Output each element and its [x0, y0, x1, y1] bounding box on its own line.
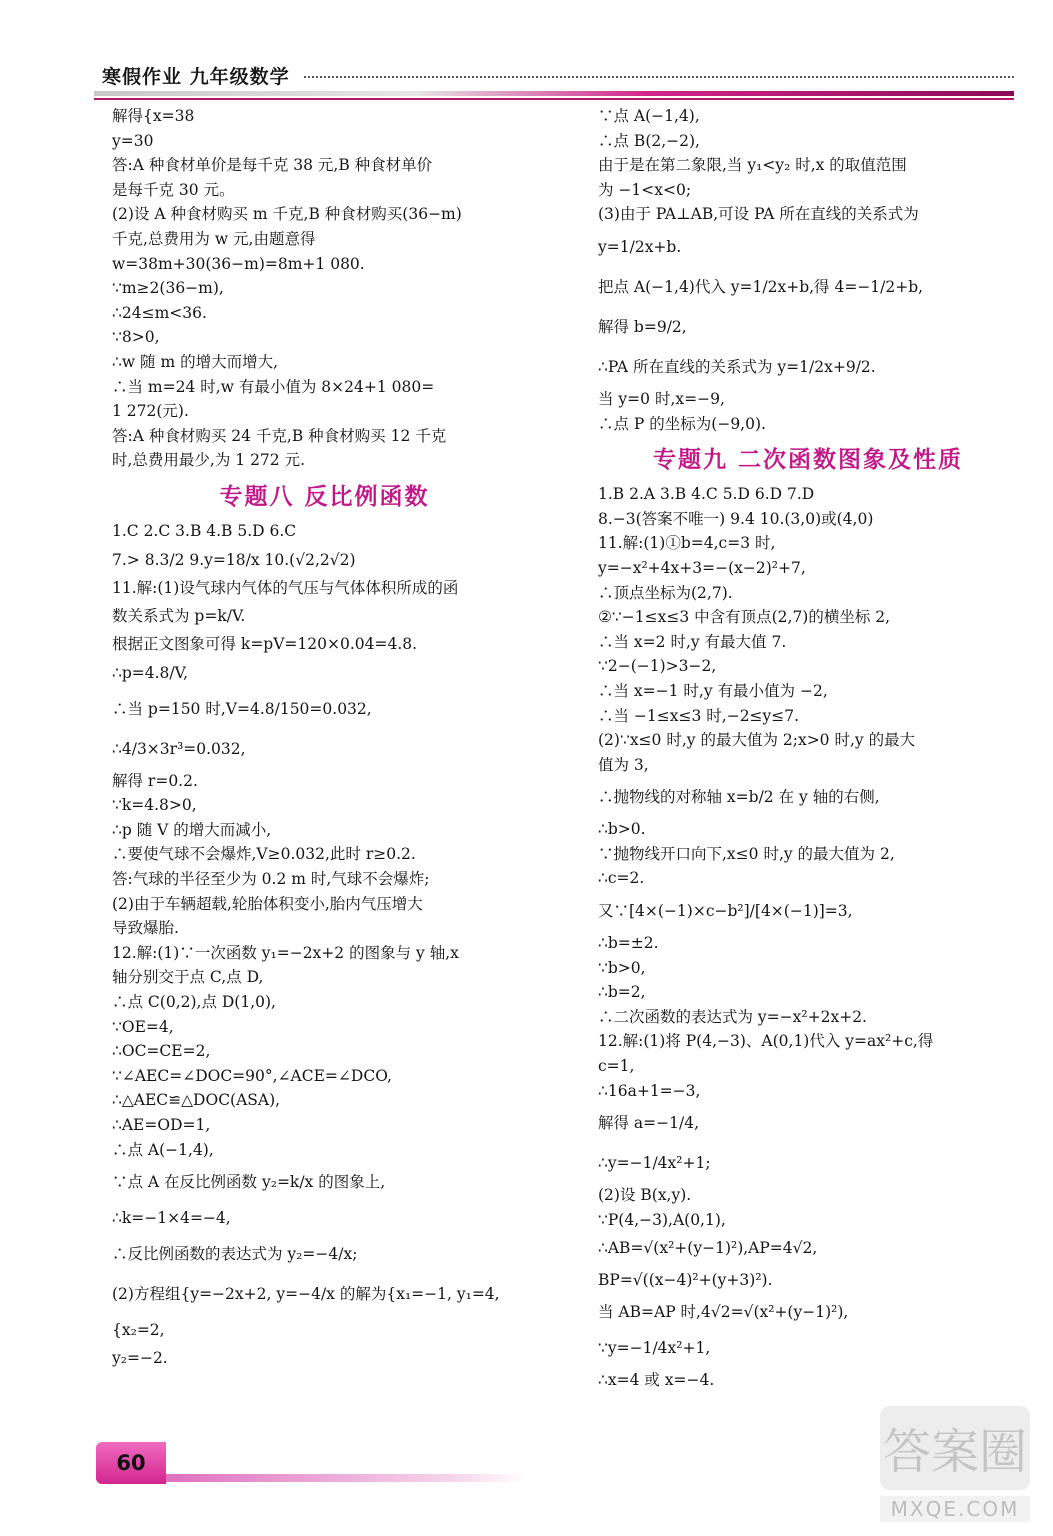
answer-line: ∴当 x=2 时,y 有最大值 7. [598, 632, 787, 651]
answer-line: ∴c=2. [598, 869, 645, 888]
answer-line: ∴x=4 或 x=−4. [598, 1371, 715, 1390]
answer-line: ∴PA 所在直线的关系式为 y=1/2x+9/2. [598, 357, 876, 376]
answer-line: ∵b>0, [598, 958, 646, 977]
answer-line: 答:气球的半径至少为 0.2 m 时,气球不会爆炸; [112, 870, 430, 889]
answer-line: ∵∠AEC=∠DOC=90°,∠ACE=∠DCO, [112, 1066, 392, 1085]
right-column [598, 104, 1018, 1393]
answer-line: w=38m+30(36−m)=8m+1 080. [112, 254, 365, 273]
answer-line: ∴4/3×3r³=0.032, [112, 739, 246, 758]
answer-line: 千克,总费用为 w 元,由题意得 [112, 229, 316, 248]
watermark-logo [872, 1400, 1042, 1528]
answer-line: ∴AE=OD=1, [112, 1116, 211, 1134]
answer-line: ∵k=4.8>0, [112, 796, 197, 815]
answer-line: ∴16a+1=−3, [598, 1081, 701, 1100]
section-heading: 专题八 反比例函数 [219, 483, 430, 510]
answer-line: (2)设 B(x,y). [598, 1186, 692, 1205]
answer-line: ∴b=±2. [598, 934, 659, 953]
answer-line: 把点 A(−1,4)代入 y=1/2x+b,得 4=−1/2+b, [598, 277, 924, 296]
answer-line: ∵8>0, [112, 328, 160, 347]
answer-line: ∴当 p=150 时,V=4.8/150=0.032, [112, 699, 372, 718]
answer-line: ∴点 C(0,2),点 D(1,0), [112, 993, 276, 1012]
answer-line: (2)方程组{y=−2x+2, y=−4/x 的解为{x₁=−1, y₁=4, [112, 1285, 500, 1304]
answer-line: ∵点 A(−1,4), [598, 107, 700, 125]
answer-line: 解得 a=−1/4, [598, 1114, 700, 1133]
answer-line: 当 y=0 时,x=−9, [598, 389, 725, 408]
answer-line: c=1, [598, 1057, 635, 1076]
answer-line: 又∵[4×(−1)×c−b²]/[4×(−1)]=3, [598, 902, 853, 921]
answer-line: 由于是在第二象限,当 y₁<y₂ 时,x 的取值范围 [598, 156, 907, 175]
answer-line: 根据正文图象可得 k=pV=120×0.04=4.8. [112, 635, 418, 654]
answer-line: BP=√((x−4)²+(y+3)²). [598, 1271, 773, 1290]
answer-line: y=1/2x+b. [598, 237, 682, 256]
answer-line: ∴反比例函数的表达式为 y₂=−4/x; [112, 1245, 358, 1264]
answer-line: ∴△AEC≌△DOC(ASA), [112, 1091, 281, 1110]
answer-line: ∴k=−1×4=−4, [112, 1209, 231, 1228]
answer-line: ∵y=−1/4x²+1, [598, 1339, 711, 1358]
answer-line: 是每千克 30 元。 [112, 180, 235, 199]
answer-line: ∴p 随 V 的增大而减小, [112, 820, 272, 839]
answer-line: 为 −1<x<0; [598, 180, 692, 199]
answer-line: 解得{x=38 [112, 107, 195, 125]
answer-line: ∵抛物线开口向下,x≤0 时,y 的最大值为 2, [598, 844, 895, 863]
answer-line: ∴当 m=24 时,w 有最小值为 8×24+1 080= [112, 377, 435, 396]
answer-line: 7.> 8.3/2 9.y=18/x 10.(√2,2√2) [112, 550, 356, 569]
footer-color-bar [166, 1474, 526, 1482]
answer-line: ∵点 A 在反比例函数 y₂=k/x 的图象上, [112, 1173, 386, 1192]
header-dotted-rule [304, 76, 1014, 78]
answer-line: 答:A 种食材单价是每千克 38 元,B 种食材单价 [112, 156, 433, 175]
answer-line: ∴b=2, [598, 983, 646, 1002]
answer-line: ∴抛物线的对称轴 x=b/2 在 y 轴的右侧, [598, 788, 880, 807]
answer-line: 解得 b=9/2, [598, 317, 687, 336]
answer-line: ∴点 A(−1,4), [112, 1140, 214, 1159]
answer-line: y=−x²+4x+3=−(x−2)²+7, [598, 558, 806, 577]
answer-line: 8.−3(答案不唯一) 9.4 10.(3,0)或(4,0) [598, 509, 874, 528]
watermark-text: 答案圈 [882, 1424, 1028, 1480]
answer-line: {x₂=2, [112, 1321, 165, 1340]
header-color-bar [94, 91, 1014, 96]
answer-line: 导致爆胎. [112, 919, 179, 938]
answer-line: ∴b>0. [598, 820, 646, 839]
answer-line: ∴点 P 的坐标为(−9,0). [598, 414, 766, 433]
header-underline [94, 98, 1014, 100]
answer-line: (2)由于车辆超载,轮胎体积变小,胎内气压增大 [112, 894, 423, 913]
answer-line: 当 AB=AP 时,4√2=√(x²+(y−1)²), [598, 1303, 849, 1322]
answer-line: (2)设 A 种食材购买 m 千克,B 种食材购买(36−m) [112, 205, 462, 224]
answer-line: (2)∵x≤0 时,y 的最大值为 2;x>0 时,y 的最大 [598, 731, 916, 750]
answer-line: ∵P(4,−3),A(0,1), [598, 1210, 726, 1229]
answer-line: 1.C 2.C 3.B 4.B 5.D 6.C [112, 521, 297, 540]
header-title: 寒假作业 九年级数学 [102, 66, 290, 88]
svg-text:MXQE.COM: MXQE.COM [890, 1497, 1020, 1521]
answer-line: ∴OC=CE=2, [112, 1042, 211, 1061]
answer-line: ∴二次函数的表达式为 y=−x²+2x+2. [598, 1007, 867, 1026]
answer-line: ∵OE=4, [112, 1017, 174, 1036]
answer-line: 解得 r=0.2. [112, 771, 198, 790]
page-header [94, 58, 1014, 102]
answer-line: ∴要使气球不会爆炸,V≥0.032,此时 r≥0.2. [112, 845, 416, 864]
answer-line: ∴顶点坐标为(2,7). [598, 583, 733, 602]
answer-line: 1 272(元). [112, 402, 189, 421]
answer-line: 时,总费用最少,为 1 272 元. [112, 451, 306, 470]
answer-line: y=30 [112, 131, 154, 150]
answer-line: ∴当 −1≤x≤3 时,−2≤y≤7. [598, 706, 800, 725]
answer-line: y₂=−2. [112, 1349, 168, 1368]
answer-line: 11.解:(1)①b=4,c=3 时, [598, 534, 776, 553]
answer-line: 11.解:(1)设气球内气体的气压与气体体积所成的函 [112, 578, 459, 597]
answer-line: 值为 3, [598, 755, 649, 774]
answer-line: 1.B 2.A 3.B 4.C 5.D 6.D 7.D [598, 485, 815, 504]
answer-line: ∴AB=√(x²+(y−1)²),AP=4√2, [598, 1239, 818, 1258]
page-number: 60 [96, 1442, 166, 1484]
answer-line: 数关系式为 p=k/V. [112, 607, 246, 626]
answer-line: 轴分别交于点 C,点 D, [112, 968, 264, 987]
answer-line: ∴w 随 m 的增大而增大, [112, 352, 279, 371]
answer-line: ②∵−1≤x≤3 中含有顶点(2,7)的横坐标 2, [598, 608, 891, 627]
answer-line: ∴p=4.8/V, [112, 663, 189, 682]
answer-line: ∴当 x=−1 时,y 有最小值为 −2, [598, 681, 828, 700]
answer-line: (3)由于 PA⊥AB,可设 PA 所在直线的关系式为 [598, 205, 919, 224]
left-column [112, 104, 537, 1371]
answer-line: ∴点 B(2,−2), [598, 131, 700, 150]
answer-line: 12.解:(1)将 P(4,−3)、A(0,1)代入 y=ax²+c,得 [598, 1032, 934, 1051]
answer-line: ∴y=−1/4x²+1; [598, 1154, 711, 1173]
answer-line: ∵2−(−1)>3−2, [598, 657, 717, 676]
section-heading: 专题九 二次函数图象及性质 [652, 447, 963, 474]
answer-line: ∵m≥2(36−m), [112, 279, 224, 298]
answer-line: ∴24≤m<36. [112, 303, 207, 322]
answer-line: 答:A 种食材购买 24 千克,B 种食材购买 12 千克 [112, 426, 447, 445]
answer-line: 12.解:(1)∵一次函数 y₁=−2x+2 的图象与 y 轴,x [112, 943, 459, 962]
